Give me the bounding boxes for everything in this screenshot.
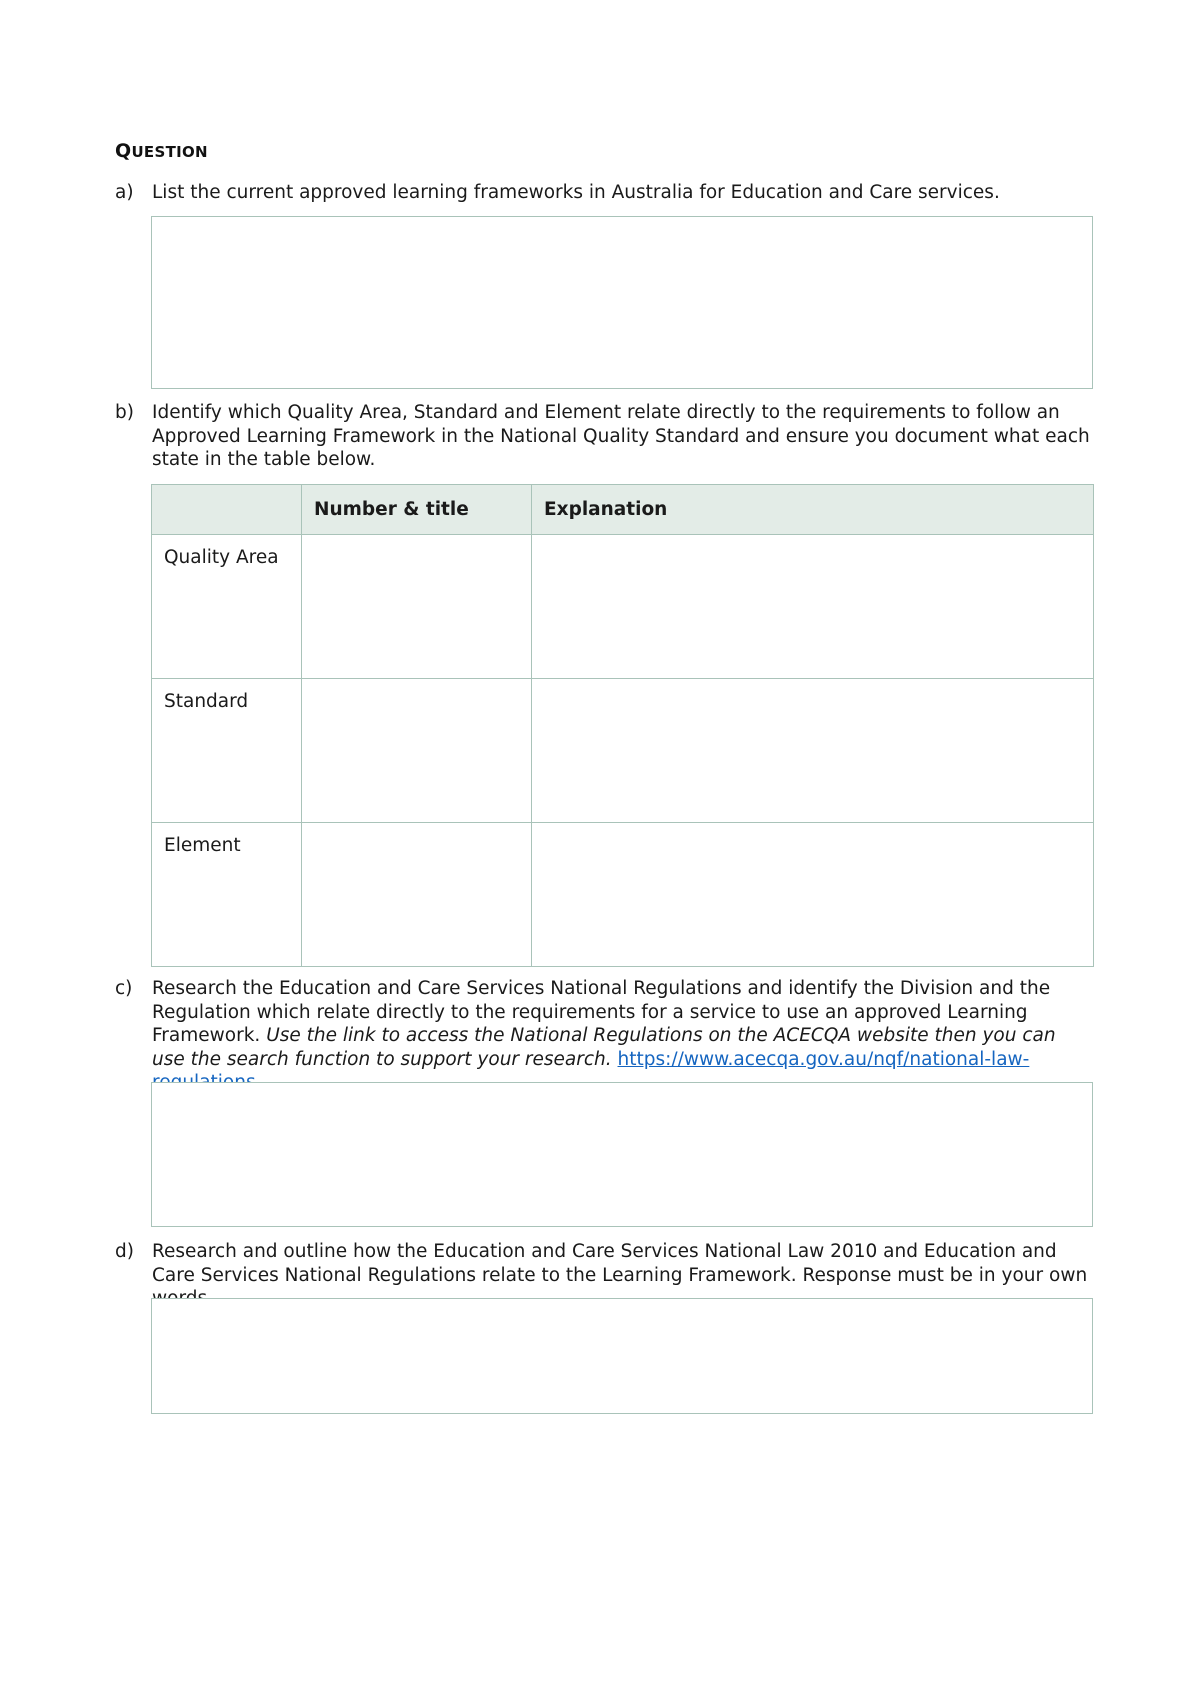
question-c-text: Research the Education and Care Services National Regulations and identify the Division and the Regulation which relate directly to the requirements for a service to use an approved Learning Framework.: [152, 978, 1051, 1046]
question-a-label: a): [115, 182, 134, 203]
cell-element-explanation[interactable]: [532, 823, 1094, 967]
cell-standard-explanation[interactable]: [532, 679, 1094, 823]
question-b: [115, 401, 1090, 472]
question-c-italic-text: Use the link to access the National Regulations on the ACECQA website then you can use the search function to support your research.: [152, 1025, 1056, 1070]
table-header-row: [152, 485, 1094, 535]
table-header-explanation: Explanation: [532, 485, 1094, 535]
answer-box-a[interactable]: [151, 216, 1093, 389]
cell-element-number-title[interactable]: [302, 823, 532, 967]
question-c-label: c): [115, 978, 133, 999]
acecqa-link[interactable]: https://www.acecqa.gov.au/nqf/national-law-: [617, 1048, 1030, 1070]
answer-box-d[interactable]: [151, 1298, 1093, 1414]
quality-standard-table: [151, 484, 1094, 967]
cell-quality-area-number-title[interactable]: [302, 535, 532, 679]
table-header-blank: [152, 485, 302, 535]
row-label-element: Element: [152, 823, 302, 967]
row-label-standard: Standard: [152, 679, 302, 823]
table-header-number-title: Number & title: [302, 485, 532, 535]
row-label-quality-area: Quality Area: [152, 535, 302, 679]
cell-standard-number-title[interactable]: [302, 679, 532, 823]
question-b-label: b): [115, 402, 134, 423]
question-c: [115, 977, 1090, 1095]
question-d-text: Research and outline how the Education and Care Services National Law 2010 and Education and Care Services National Regulations relate to the Learning Framework. Response must be in your own: [152, 1241, 1088, 1286]
table-row-standard: [152, 679, 1094, 823]
cell-quality-area-explanation[interactable]: [532, 535, 1094, 679]
question-a: [115, 181, 1090, 205]
table-row-element: [152, 823, 1094, 967]
question-b-text: Identify which Quality Area, Standard and Element relate directly to the requirements to follow an Approved Learning Framework in the National Quality Standard and ensure you document what each state in the table below.: [152, 402, 1090, 470]
answer-box-c[interactable]: [151, 1082, 1093, 1227]
table-row-quality-area: [152, 535, 1094, 679]
question-a-text: List the current approved learning frameworks in Australia for Education and Care services.: [152, 182, 1000, 203]
section-heading: QUESTION: [115, 140, 208, 162]
question-d-label: d): [115, 1241, 134, 1262]
